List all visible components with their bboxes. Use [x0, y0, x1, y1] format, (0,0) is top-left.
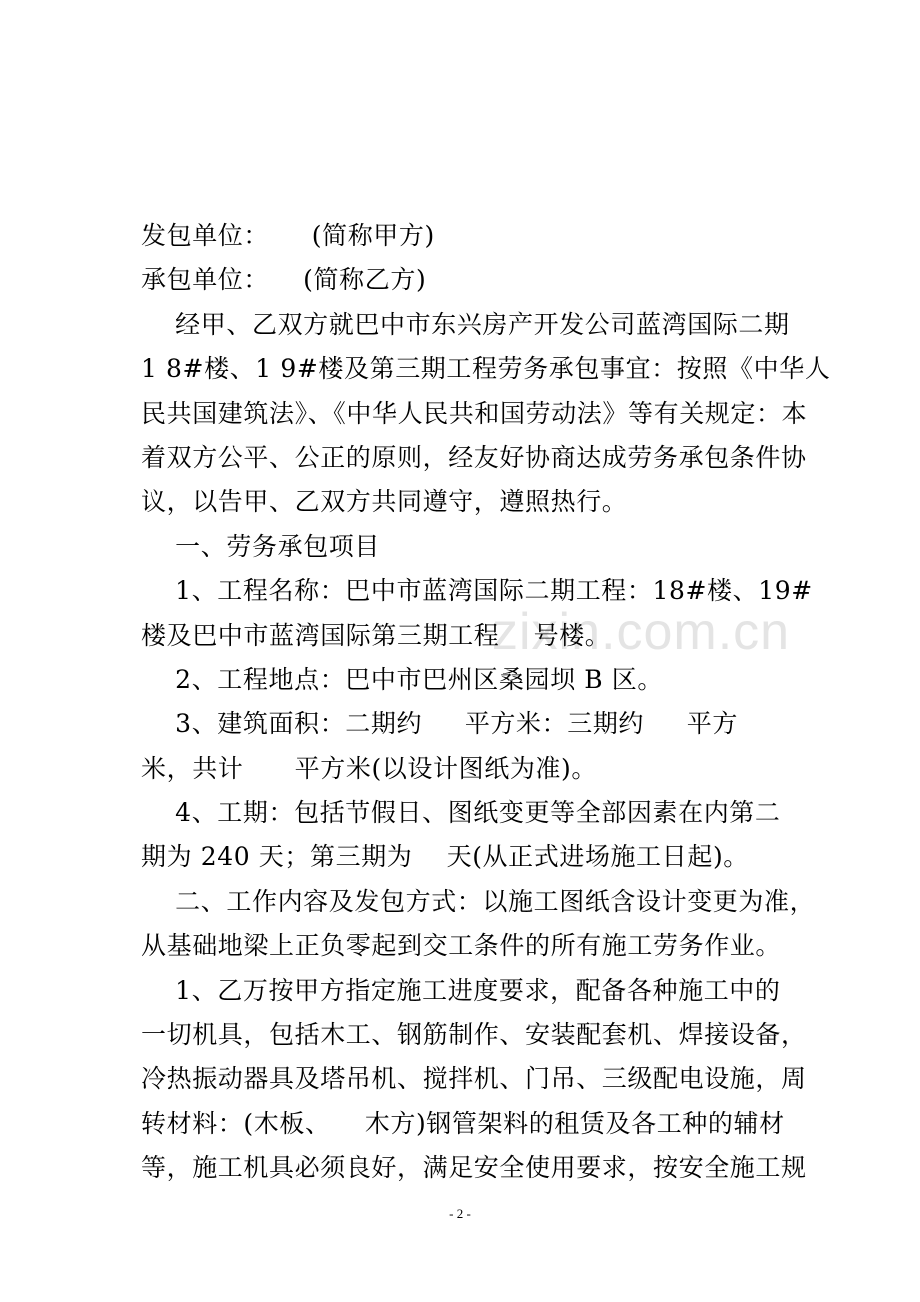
text-line: 1 8#楼、1 9#楼及第三期工程劳务承包事宜：按照《中华人 [141, 354, 831, 384]
watermark-text: zixin.com.cn [492, 603, 791, 661]
text-line: 期为 240 天；第三期为 天(从正式进场施工日起)。 [141, 842, 749, 872]
text-line: 民共国建筑法》、《中华人民共和国劳动法》等有关规定：本 [141, 398, 808, 428]
text-line: 楼及巴中市蓝湾国际第三期工程 号楼。 [141, 620, 611, 650]
text-line: 一切机具，包括木工、钢筋制作、安装配套机、焊接设备， [141, 1020, 807, 1050]
text-line: 承包单位： (简称乙方) [141, 265, 427, 295]
text-line: 1、乙万按甲方指定施工进度要求，配备各种施工中的 [141, 975, 781, 1005]
text-line: 从基础地梁上正负零起到交工条件的所有施工劳务作业。 [141, 931, 782, 961]
text-line: 发包单位： (简称甲方) [141, 221, 435, 250]
text-line: 转材料：(木板、 木方)钢管架料的租赁及各工种的辅材 [141, 1108, 785, 1138]
page-number: - 2 - [449, 1206, 471, 1221]
text-line: 经甲、乙双方就巴中市东兴房产开发公司蓝湾国际二期 [141, 309, 790, 339]
text-line: 冷热振动器具及塔吊机、搅拌机、门吊、三级配电设施，周 [141, 1064, 807, 1094]
section-heading: 一、劳务承包项目 [141, 531, 380, 561]
text-line: 1、工程名称：巴中市蓝湾国际二期工程：18#楼、19# [141, 576, 813, 606]
text-line: 2、工程地点：巴中市巴州区桑园坝 B 区。 [141, 664, 663, 694]
text-line: 4、工期：包括节假日、图纸变更等全部因素在内第二 [141, 798, 781, 828]
document-body [141, 214, 831, 1191]
text-line: 着双方公平、公正的原则，经友好协商达成劳务承包条件协 [141, 442, 807, 472]
text-line: 3、建筑面积：二期约 平方米：三期约 平方 [141, 709, 738, 739]
text-line: 议，以告甲、乙双方共同遵守，遵照热行。 [141, 487, 628, 517]
section-heading: 二、工作内容及发包方式：以施工图纸含设计变更为准， [141, 886, 816, 916]
text-line: 等，施工机具必须良好，满足安全使用要求，按安全施工规 [141, 1153, 807, 1183]
text-line: 米，共计 平方米(以设计图纸为准)。 [141, 753, 597, 783]
